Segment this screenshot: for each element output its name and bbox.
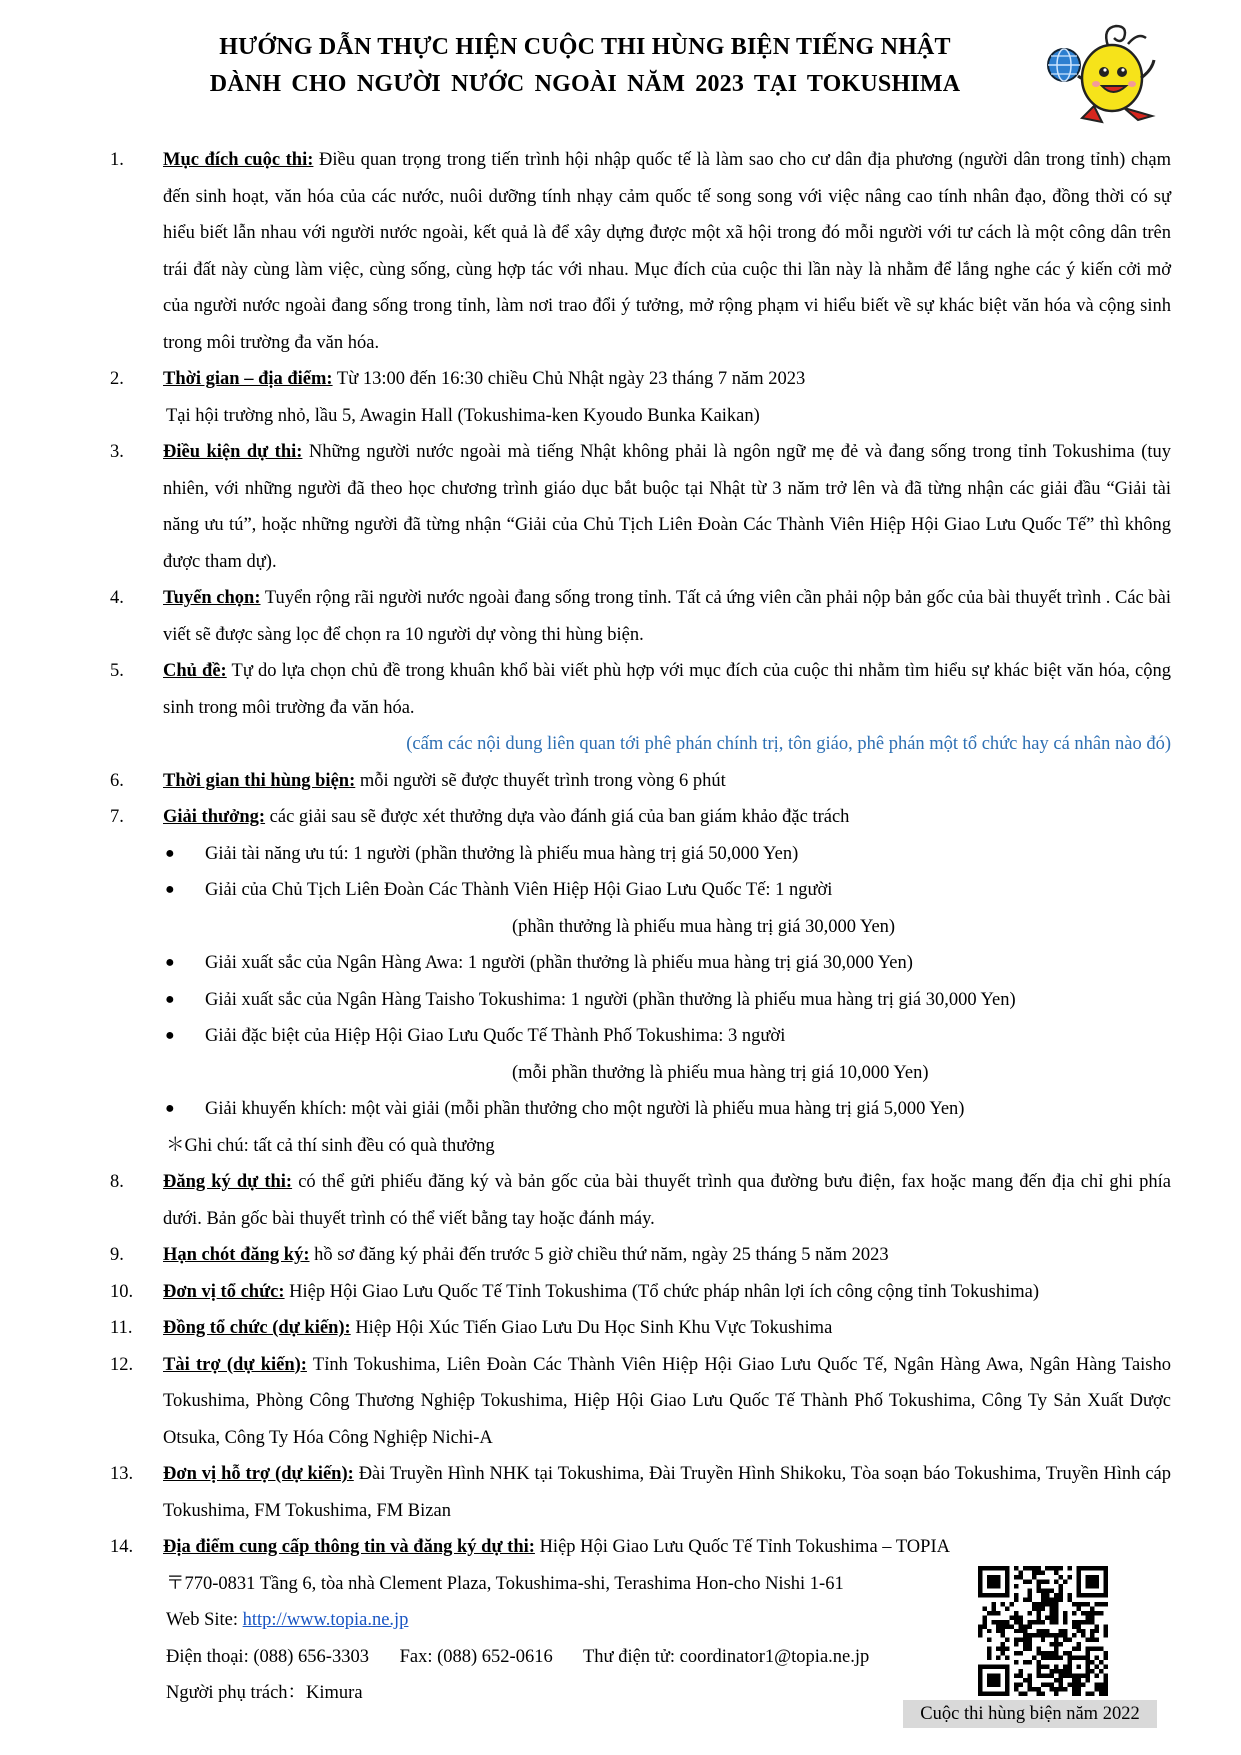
section-number: 2. (110, 369, 124, 389)
section-7 (0, 799, 1241, 836)
section-number: 1. (110, 150, 124, 170)
contact-person: Người phụ trách：Kimura (166, 1683, 363, 1703)
section-text: Đài Truyền Hình NHK tại Tokushima, Đài Truyền Hình Shikoku, Tòa soạn báo Tokushima, Truyền Hình cáp Tokushima, FM Tokushima, FM Bizan (163, 1464, 1171, 1521)
bullet-icon: ● (165, 990, 175, 1008)
prize-text: Giải của Chủ Tịch Liên Đoàn Các Thành Viên Hiệp Hội Giao Lưu Quốc Tế: 1 người (205, 880, 833, 900)
section-number: 10. (110, 1281, 134, 1302)
qr-code-icon (978, 1566, 1108, 1696)
section-text: có thể gửi phiếu đăng ký và bản gốc của bài thuyết trình qua đường bưu điện, fax hoặc mang đến địa chỉ ghi phía dưới. Bản gốc bài thuyết trình có thể viết bằng tay hoặc đánh máy. (163, 1172, 1171, 1229)
section-number: 4. (110, 588, 124, 608)
section-label: Điều kiện dự thi: (163, 442, 303, 462)
prize-item (0, 1018, 1241, 1055)
section-label: Đơn vị tổ chức: (163, 1281, 285, 1302)
section-text: Những người nước ngoài mà tiếng Nhật không phải là ngôn ngữ mẹ đẻ và đang sống trong tỉnh Tokushima (tuy nhiên, với những người đã theo học chương trình giáo dục bắt buộc tại Nhật từ 3 năm trở lên và đã từng nhận các giải đầu “Giải tài năng ưu tú”, hoặc những người đã từng nhận “Giải của Chủ Tịch Liên Đoàn Các Thành Viên Hiệp Hội Giao Lưu Quốc Tế” thì không được tham dự). (163, 442, 1172, 572)
section-label: Mục đích cuộc thi: (163, 150, 314, 170)
section-4 (0, 580, 1241, 653)
section-label: Hạn chót đăng ký: (163, 1245, 310, 1265)
prize-text: Giải khuyến khích: một vài giải (mỗi phần thưởng cho một người là phiếu mua hàng trị giá 5,000 Yen) (205, 1099, 965, 1119)
section-label: Tài trợ (dự kiến): (163, 1354, 307, 1375)
title-line-1: HƯỚNG DẪN THỰC HIỆN CUỘC THI HÙNG BIỆN TIẾNG NHẬT (219, 34, 951, 60)
section-8 (0, 1164, 1241, 1237)
qr-caption: Cuộc thi hùng biện năm 2022 (903, 1700, 1157, 1728)
prize-text: Giải đặc biệt của Hiệp Hội Giao Lưu Quốc Tế Thành Phố Tokushima: 3 người (205, 1026, 786, 1046)
bullet-icon: ● (165, 844, 175, 862)
email-address: Thư điện tử: coordinator1@topia.ne.jp (583, 1646, 870, 1667)
section-5-note: (cấm các nội dung liên quan tới phê phán chính trị, tôn giáo, phê phán một tổ chức hay cá nhân nào đó) (406, 734, 1171, 754)
section-number: 9. (110, 1245, 124, 1265)
document-body (0, 142, 1241, 1712)
section-14 (0, 1529, 1241, 1566)
prize-text: Giải xuất sắc của Ngân Hàng Taisho Tokushima: 1 người (phần thưởng là phiếu mua hàng trị giá 30,000 Yen) (205, 989, 1016, 1010)
phone-number: Điện thoại: (088) 656-3303 (166, 1646, 369, 1667)
website-label: Web Site: (166, 1610, 238, 1630)
section-2-venue: Tại hội trường nhỏ, lầu 5, Awagin Hall (Tokushima-ken Kyoudo Bunka Kaikan) (166, 405, 760, 426)
section-number: 7. (110, 807, 124, 827)
section-label: Đồng tổ chức (dự kiến): (163, 1318, 351, 1338)
prize-text: Giải tài năng ưu tú: 1 người (phần thưởng là phiếu mua hàng trị giá 50,000 Yen) (205, 843, 799, 864)
section-number: 12. (110, 1354, 134, 1375)
prize-detail: (phần thưởng là phiếu mua hàng trị giá 30,000 Yen) (512, 916, 896, 937)
prize-item (0, 872, 1241, 909)
section-6 (0, 763, 1241, 800)
section-number: 13. (110, 1464, 134, 1484)
website-link[interactable]: http://www.topia.ne.jp (242, 1610, 409, 1630)
section-11 (0, 1310, 1241, 1347)
section-number: 8. (110, 1172, 124, 1192)
section-label: Đăng ký dự thi: (163, 1172, 293, 1192)
prize-footnote: ＊Ghi chú: tất cả thí sinh đều có quà thưởng (166, 1135, 495, 1156)
section-9 (0, 1237, 1241, 1274)
section-10 (0, 1274, 1241, 1311)
contact-address: 〒770-0831 Tầng 6, tòa nhà Clement Plaza, Tokushima-shi, Terashima Hon-cho Nishi 1-61 (166, 1573, 844, 1594)
section-label: Chủ đề: (163, 661, 227, 681)
section-label: Giải thưởng: (163, 807, 266, 827)
prize-item (0, 1091, 1241, 1128)
section-label: Tuyển chọn: (163, 588, 261, 608)
section-2 (0, 361, 1241, 398)
title-line-2: DÀNH CHO NGƯỜI NƯỚC NGOÀI NĂM 2023 TẠI TOKUSHIMA (209, 71, 961, 97)
section-text: Hiệp Hội Giao Lưu Quốc Tế Tỉnh Tokushima – TOPIA (539, 1537, 950, 1557)
section-label: Thời gian – địa điểm: (163, 369, 333, 389)
bullet-icon: ● (165, 881, 175, 898)
prize-item (0, 982, 1241, 1019)
prize-item (0, 836, 1241, 873)
prize-item (0, 945, 1241, 982)
bullet-icon: ● (165, 1100, 175, 1117)
section-label: Thời gian thi hùng biện: (163, 770, 356, 791)
section-number: 6. (110, 770, 124, 791)
section-text: Tự do lựa chọn chủ đề trong khuân khổ bài viết phù hợp với mục đích của cuộc thi nhằm tìm hiểu sự khác biệt văn hóa, cộng sinh trong môi trường đa văn hóa. (163, 661, 1171, 718)
bullet-icon: ● (165, 1027, 175, 1044)
prize-text: Giải xuất sắc của Ngân Hàng Awa: 1 người (phần thưởng là phiếu mua hàng trị giá 30,000 Yen) (205, 953, 913, 973)
section-number: 11. (110, 1318, 133, 1338)
section-text: Hiệp Hội Giao Lưu Quốc Tế Tỉnh Tokushima (Tổ chức pháp nhân lợi ích công cộng tỉnh Tokushima) (289, 1281, 1039, 1302)
prize-detail: (mỗi phần thưởng là phiếu mua hàng trị giá 10,000 Yen) (512, 1062, 929, 1083)
fax-number: Fax: (088) 652-0616 (399, 1646, 553, 1667)
section-3 (0, 434, 1241, 580)
section-1 (0, 142, 1241, 361)
mascot-logo-icon (1042, 20, 1162, 128)
section-text: Từ 13:00 đến 16:30 chiều Chủ Nhật ngày 23 tháng 7 năm 2023 (336, 369, 806, 389)
section-number: 14. (110, 1537, 134, 1557)
section-text: Điều quan trọng trong tiến trình hội nhập quốc tế là làm sao cho cư dân địa phương (người dân trong tỉnh) chạm đến sinh hoạt, văn hóa của các nước, nuôi dưỡng tính nhạy cảm quốc tế song song với việc nâng cao tính nhân đạo, đồng thời có sự hiểu biết lẫn nhau với người nước ngoài, kết quả là để xây dựng được một xã hội trong đó mỗi người với tư cách là một công dân trên trái đất này cùng làm việc, cùng sống, cùng hợp tác với nhau. Mục đích của cuộc thi lần này là nhằm để lắng nghe các ý kiến cởi mở của người nước ngoài đang sống trong tỉnh, làm nơi trao đổi ý tưởng, mở rộng phạm vi hiểu biết về sự khác biệt văn hóa và cộng sinh trong môi trường đa văn hóa. (163, 150, 1172, 353)
section-text: hồ sơ đăng ký phải đến trước 5 giờ chiều thứ năm, ngày 25 tháng 5 năm 2023 (314, 1245, 889, 1265)
section-label: Địa điểm cung cấp thông tin và đăng ký dự thi: (163, 1537, 535, 1557)
section-text: Tỉnh Tokushima, Liên Đoàn Các Thành Viên Hiệp Hội Giao Lưu Quốc Tế, Ngân Hàng Awa, Ngân Hàng Taisho Tokushima, Phòng Công Thương Nghiệp Tokushima, Hiệp Hội Giao Lưu Quốc Tế Thành Phố Tokushima, Công Ty Sản Xuất Dược Otsuka, Công Ty Hóa Công Nghiệp Nichi-A (163, 1354, 1171, 1448)
section-12 (0, 1347, 1241, 1457)
section-5 (0, 653, 1241, 726)
section-number: 5. (110, 661, 124, 681)
section-number: 3. (110, 442, 124, 462)
section-text: Tuyển rộng rãi người nước ngoài đang sống trong tỉnh. Tất cả ứng viên cần phải nộp bản gốc của bài thuyết trình . Các bài viết sẽ được sàng lọc để chọn ra 10 người dự vòng thi hùng biện. (163, 588, 1171, 645)
section-text: mỗi người sẽ được thuyết trình trong vòng 6 phút (359, 770, 726, 791)
section-label: Đơn vị hỗ trợ (dự kiến): (163, 1464, 354, 1484)
section-text: các giải sau sẽ được xét thưởng dựa vào đánh giá của ban giám khảo đặc trách (269, 807, 850, 827)
bullet-icon: ● (165, 954, 175, 971)
section-text: Hiệp Hội Xúc Tiến Giao Lưu Du Học Sinh Khu Vực Tokushima (355, 1318, 833, 1338)
section-13 (0, 1456, 1241, 1529)
